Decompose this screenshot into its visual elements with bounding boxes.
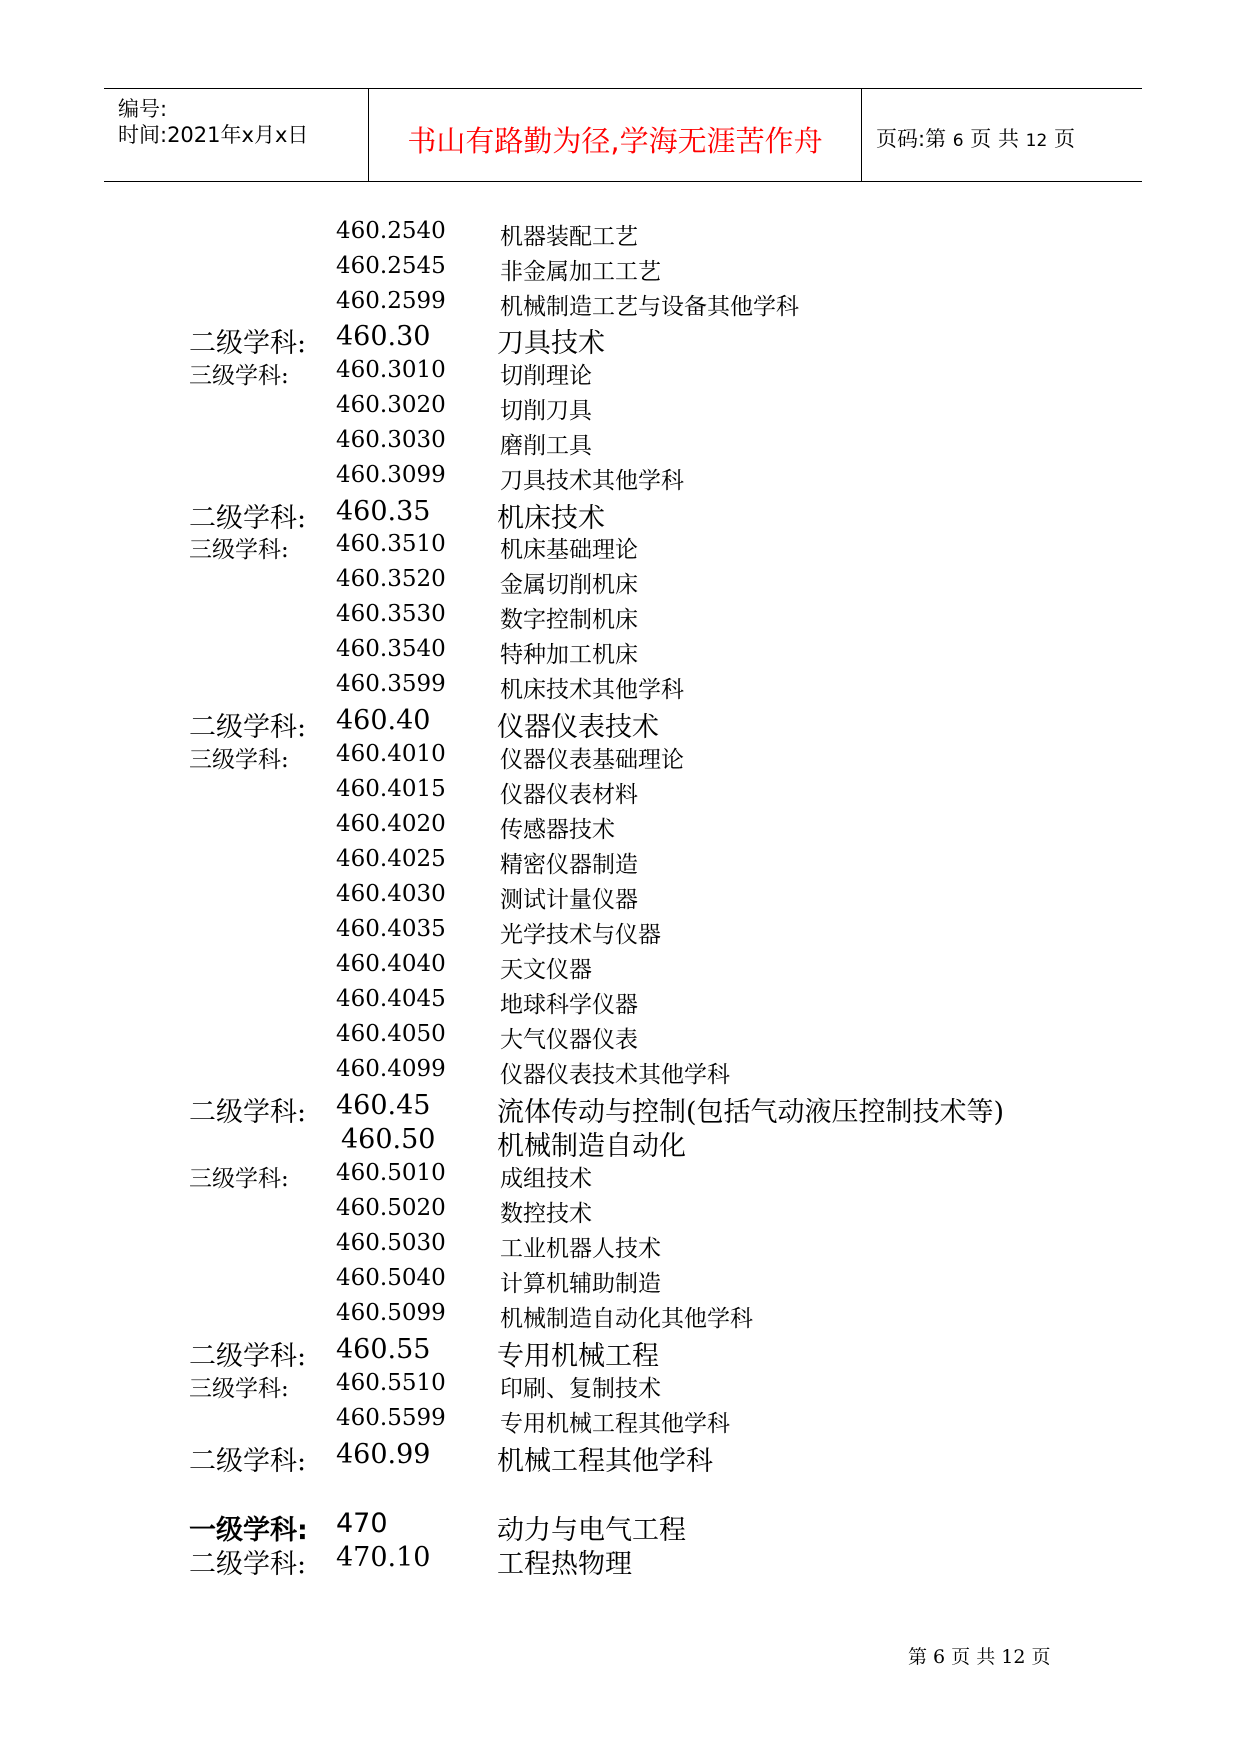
discipline-row [0, 1405, 1241, 1439]
discipline-row [0, 1090, 1241, 1128]
discipline-code: 460.3010 [336, 357, 446, 383]
discipline-code: 460.4020 [336, 811, 446, 837]
discipline-row [0, 288, 1241, 322]
discipline-code: 460.50 [341, 1124, 436, 1155]
discipline-name: 机床技术 [497, 503, 605, 534]
discipline-code: 460.4030 [336, 881, 446, 907]
discipline-name: 仪器仪表技术 [497, 712, 659, 743]
discipline-code: 460.35 [336, 496, 431, 527]
discipline-row [0, 1124, 1241, 1162]
discipline-level-label: 三级学科: [189, 747, 289, 773]
discipline-row [0, 531, 1241, 565]
discipline-name: 仪器仪表材料 [500, 782, 638, 808]
discipline-code: 460.40 [336, 705, 431, 736]
discipline-name: 天文仪器 [500, 957, 592, 983]
discipline-code: 460.4050 [336, 1021, 446, 1047]
discipline-code: 460.3030 [336, 427, 446, 453]
discipline-row [0, 321, 1241, 359]
discipline-row [0, 1439, 1241, 1477]
discipline-code: 460.4015 [336, 776, 446, 802]
discipline-level-label: 一级学科: [189, 1515, 308, 1546]
discipline-code: 460.4099 [336, 1056, 446, 1082]
discipline-row [0, 951, 1241, 985]
discipline-name: 测试计量仪器 [500, 887, 638, 913]
page-prefix: 页码:第 [876, 127, 947, 151]
discipline-name: 机械制造工艺与设备其他学科 [500, 294, 799, 320]
discipline-name: 切削理论 [500, 363, 592, 389]
discipline-level-label: 三级学科: [189, 1376, 289, 1402]
discipline-row [0, 218, 1241, 252]
discipline-row [0, 741, 1241, 775]
discipline-code: 460.99 [336, 1439, 431, 1470]
discipline-row [0, 392, 1241, 426]
discipline-code: 460.3099 [336, 462, 446, 488]
discipline-level-label: 二级学科: [189, 712, 307, 743]
discipline-code: 460.3510 [336, 531, 446, 557]
discipline-name: 机床基础理论 [500, 537, 638, 563]
discipline-code: 460.30 [336, 321, 431, 352]
discipline-name: 数字控制机床 [500, 607, 638, 633]
discipline-level-label: 二级学科: [189, 503, 307, 534]
discipline-code: 460.5010 [336, 1160, 446, 1186]
discipline-name: 磨削工具 [500, 433, 592, 459]
discipline-name: 机床技术其他学科 [500, 677, 684, 703]
discipline-row [0, 1334, 1241, 1372]
discipline-code: 460.3020 [336, 392, 446, 418]
discipline-level-label: 三级学科: [189, 363, 289, 389]
discipline-code: 460.2540 [336, 218, 446, 244]
discipline-row [0, 705, 1241, 743]
discipline-name: 数控技术 [500, 1201, 592, 1227]
discipline-code: 460.4025 [336, 846, 446, 872]
discipline-code: 460.3599 [336, 671, 446, 697]
discipline-code: 460.5020 [336, 1195, 446, 1221]
discipline-row [0, 462, 1241, 496]
document-number-label: 编号: [118, 97, 168, 121]
discipline-row [0, 1265, 1241, 1299]
discipline-code: 460.3540 [336, 636, 446, 662]
discipline-code: 460.5510 [336, 1370, 446, 1396]
discipline-level-label: 三级学科: [189, 537, 289, 563]
discipline-name: 金属切削机床 [500, 572, 638, 598]
discipline-name: 流体传动与控制(包括气动液压控制技术等) [497, 1097, 1005, 1128]
discipline-name: 成组技术 [500, 1166, 592, 1192]
discipline-row [0, 1195, 1241, 1229]
discipline-name: 印刷、复制技术 [500, 1376, 661, 1402]
discipline-row [0, 427, 1241, 461]
discipline-code: 460.5040 [336, 1265, 446, 1291]
discipline-code: 460.45 [336, 1090, 431, 1121]
discipline-code: 460.55 [336, 1334, 431, 1365]
discipline-row [0, 776, 1241, 810]
discipline-row [0, 1230, 1241, 1264]
discipline-name: 特种加工机床 [500, 642, 638, 668]
discipline-row [0, 846, 1241, 880]
discipline-name: 传感器技术 [500, 817, 615, 843]
discipline-code: 460.4045 [336, 986, 446, 1012]
discipline-name: 仪器仪表技术其他学科 [500, 1062, 730, 1088]
discipline-row [0, 566, 1241, 600]
page-suffix: 页 [1053, 127, 1075, 151]
discipline-name: 专用机械工程 [497, 1341, 659, 1372]
discipline-row [0, 357, 1241, 391]
discipline-row [0, 916, 1241, 950]
page-footer: 第 6 页 共 12 页 [908, 1646, 1051, 1668]
discipline-row [0, 1056, 1241, 1090]
discipline-level-label: 二级学科: [189, 1446, 307, 1477]
discipline-name: 机械制造自动化其他学科 [500, 1306, 753, 1332]
discipline-name: 切削刀具 [500, 398, 592, 424]
discipline-name: 机械制造自动化 [497, 1131, 686, 1162]
discipline-name: 刀具技术 [497, 328, 605, 359]
discipline-level-label: 二级学科: [189, 1549, 307, 1580]
discipline-row [0, 496, 1241, 534]
discipline-row [0, 1542, 1241, 1580]
discipline-name: 专用机械工程其他学科 [500, 1411, 730, 1437]
discipline-code: 460.2599 [336, 288, 446, 314]
discipline-code: 460.5099 [336, 1300, 446, 1326]
discipline-row [0, 1300, 1241, 1334]
discipline-level-label: 二级学科: [189, 1341, 307, 1372]
document-time-label: 时间:2021年x月x日 [118, 123, 309, 147]
discipline-code: 460.4035 [336, 916, 446, 942]
discipline-code: 460.5030 [336, 1230, 446, 1256]
discipline-code: 460.4040 [336, 951, 446, 977]
discipline-row [0, 671, 1241, 705]
page-mid: 页 共 [970, 127, 1019, 151]
discipline-name: 仪器仪表基础理论 [500, 747, 684, 773]
discipline-name: 非金属加工工艺 [500, 259, 661, 285]
discipline-row [0, 636, 1241, 670]
discipline-row [0, 881, 1241, 915]
discipline-name: 光学技术与仪器 [500, 922, 661, 948]
discipline-code: 460.3520 [336, 566, 446, 592]
discipline-code: 470.10 [336, 1542, 431, 1573]
discipline-row [0, 811, 1241, 845]
discipline-level-label: 三级学科: [189, 1166, 289, 1192]
discipline-code: 460.5599 [336, 1405, 446, 1431]
discipline-name: 机械工程其他学科 [497, 1446, 713, 1477]
discipline-code: 460.3530 [336, 601, 446, 627]
discipline-name: 机器装配工艺 [500, 224, 638, 250]
discipline-row [0, 1508, 1241, 1546]
discipline-row [0, 601, 1241, 635]
discipline-name: 地球科学仪器 [500, 992, 638, 1018]
page-number: 6 [952, 131, 964, 151]
discipline-name: 工业机器人技术 [500, 1236, 661, 1262]
discipline-name: 刀具技术其他学科 [500, 468, 684, 494]
discipline-row [0, 1021, 1241, 1055]
discipline-code: 470 [336, 1508, 388, 1539]
discipline-row [0, 986, 1241, 1020]
discipline-name: 工程热物理 [497, 1549, 632, 1580]
discipline-name: 精密仪器制造 [500, 852, 638, 878]
discipline-code: 460.2545 [336, 253, 446, 279]
page-total: 12 [1025, 131, 1048, 151]
discipline-row [0, 1160, 1241, 1194]
discipline-name: 计算机辅助制造 [500, 1271, 661, 1297]
discipline-row [0, 1370, 1241, 1404]
discipline-row [0, 253, 1241, 287]
header-motto: 书山有路勤为径,学海无涯苦作舟 [407, 124, 823, 158]
discipline-level-label: 二级学科: [189, 328, 307, 359]
discipline-name: 动力与电气工程 [497, 1515, 686, 1546]
discipline-name: 大气仪器仪表 [500, 1027, 638, 1053]
discipline-code: 460.4010 [336, 741, 446, 767]
discipline-level-label: 二级学科: [189, 1097, 307, 1128]
